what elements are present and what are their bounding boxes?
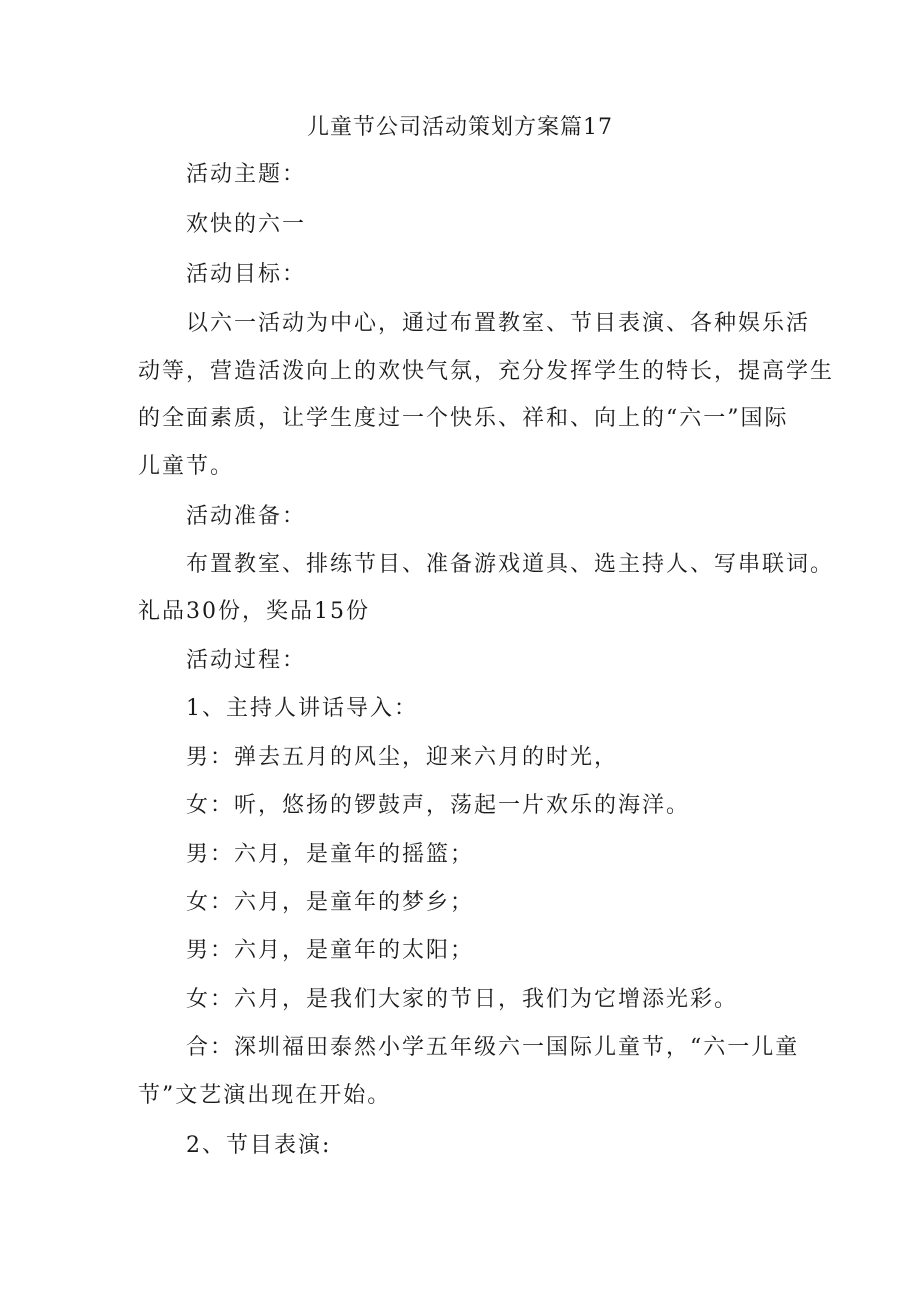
text-line: 女：听，悠扬的锣鼓声，荡起一片欢乐的海洋。 (186, 793, 691, 818)
text-line: 礼品30份，奖品15份 (138, 599, 370, 624)
text-line: 1、主持人讲话导入： (186, 696, 418, 721)
text-line: 活动主题： (186, 162, 307, 187)
text-line: 活动目标： (186, 262, 307, 287)
text-line: 女：六月，是我们大家的节日，我们为它增添光彩。 (186, 987, 739, 1012)
text-line: 女：六月，是童年的梦乡； (186, 890, 475, 915)
text-line: 以六一活动为中心，通过布置教室、节目表演、各种娱乐活 (186, 311, 811, 336)
text-line: 动等，营造活泼向上的欢快气氛，充分发挥学生的特长，提高学生 (138, 359, 835, 384)
document-title: 儿童节公司活动策划方案篇17 (307, 115, 613, 140)
text-line: 的全面素质，让学生度过一个快乐、祥和、向上的“六一”国际 (138, 406, 789, 431)
text-line: 男：六月，是童年的太阳； (186, 938, 475, 963)
text-line: 儿童节。 (138, 454, 235, 479)
text-line: 2、节目表演: (186, 1133, 332, 1158)
text-line: 合：深圳福田泰然小学五年级六一国际儿童节，“六一儿童 (186, 1035, 800, 1060)
text-line: 男：弹去五月的风尘，迎来六月的时光， (186, 745, 619, 770)
text-line: 男：六月，是童年的摇篮； (186, 842, 475, 867)
text-line: 活动过程： (186, 648, 307, 673)
text-line: 布置教室、排练节目、准备游戏道具、选主持人、写串联词。 (186, 552, 835, 577)
text-line: 节”文艺演出现在开始。 (138, 1083, 392, 1108)
text-line: 欢快的六一 (186, 212, 307, 237)
text-line: 活动准备： (186, 504, 307, 529)
